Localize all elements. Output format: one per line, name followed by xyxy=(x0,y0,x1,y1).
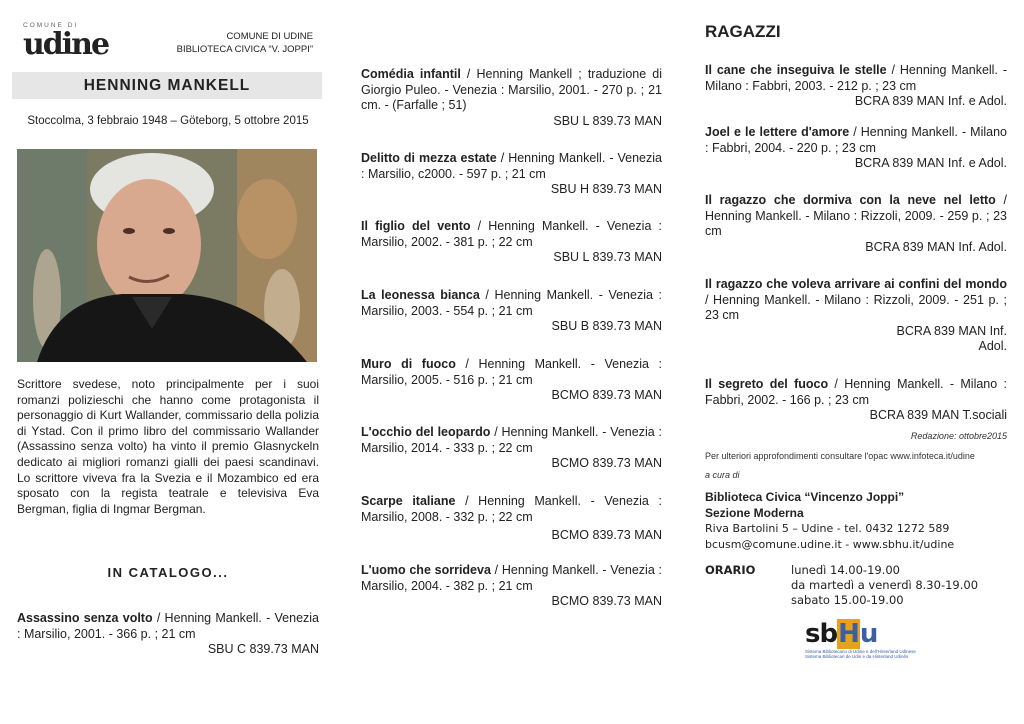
catalog-entry xyxy=(705,63,1007,110)
entry-title: Scarpe italiane xyxy=(361,494,456,508)
catalog-entry xyxy=(361,288,662,335)
a-cura-di: a cura di xyxy=(705,470,740,480)
institution-line2: BIBLIOTECA CIVICA “V. JOPPI” xyxy=(176,44,313,55)
entry-location: BCRA 839 MAN Inf. e Adol. xyxy=(854,94,1007,109)
institution-line1: COMUNE DI UDINE xyxy=(226,31,313,42)
entry-location: BCMO 839.73 MAN xyxy=(551,388,662,403)
entry-description: / Henning Mankell ; traduzione di Giorgio Puleo. - Venezia : Marsilio, 2001. - 270 p. ; 21 cm. - (Farfalle ; 51) xyxy=(361,67,662,113)
hours-line: da martedì a venerdì 8.30-19.00 xyxy=(791,578,979,592)
hours-label: ORARIO xyxy=(705,563,756,577)
author-photo xyxy=(17,149,317,362)
entry-location: BCMO 839.73 MAN xyxy=(551,594,662,609)
catalog-entry xyxy=(361,151,662,198)
library-info xyxy=(705,490,954,552)
entry-location: SBU C 839.73 MAN xyxy=(207,642,319,657)
entry-location: SBU L 839.73 MAN xyxy=(553,113,662,128)
entry-description: / Henning Mankell. - Milano : Fabbri, 2004. - 220 p. ; 23 cm xyxy=(705,125,1007,155)
entry-location: BCRA 839 MAN Inf. e Adol. xyxy=(854,156,1007,171)
logo-top-text: COMUNE DI xyxy=(23,22,79,29)
entry-description: / Henning Mankell. - Venezia : Marsilio, c2000. - 597 p. ; 21 cm xyxy=(361,151,662,181)
sbhu-logo xyxy=(805,619,916,659)
entry-description: / Henning Mankell. - Venezia : Marsilio, 2014. - 333 p. ; 22 cm xyxy=(361,425,662,455)
entry-description: / Henning Mankell. - Venezia : Marsilio, 2001. - 366 p. ; 21 cm xyxy=(17,611,320,641)
column-left xyxy=(17,0,319,724)
entry-title: Il figlio del vento xyxy=(361,219,471,233)
sbhu-subtitle-line2: Sistema Bibliotecari de Udin e da Hinterland Udinês xyxy=(805,654,909,659)
catalog-entry xyxy=(361,67,662,129)
entry-description: / Henning Mankell. - Venezia : Marsilio, 2005. - 516 p. ; 21 cm xyxy=(361,357,663,387)
entry-title: Delitto di mezza estate xyxy=(361,151,497,165)
catalog-entry xyxy=(361,219,662,266)
column-middle xyxy=(361,0,662,724)
entry-location: SBU L 839.73 MAN xyxy=(553,250,662,265)
library-section: Sezione Moderna xyxy=(705,505,804,520)
entry-title: Il ragazzo che voleva arrivare ai confini del mondo xyxy=(705,277,1007,291)
author-name: HENNING MANKELL xyxy=(12,72,322,99)
library-contact: bcusm@comune.udine.it - www.sbhu.it/udine xyxy=(705,537,955,551)
institution-heading xyxy=(177,30,313,56)
entry-description: / Henning Mankell. - Venezia : Marsilio, 2004. - 382 p. ; 21 cm xyxy=(361,563,662,593)
entry-description: / Henning Mankell. - Milano : Fabbri, 2003. - 212 p. ; 23 cm xyxy=(705,63,1008,93)
entry-title: Assassino senza volto xyxy=(17,611,153,625)
entry-title: La leonessa bianca xyxy=(361,288,480,302)
hours-line: lunedì 14.00-19.00 xyxy=(791,563,900,577)
entry-title: Joel e le lettere d'amore xyxy=(705,125,850,139)
library-name: Biblioteca Civica “Vincenzo Joppi” xyxy=(705,490,905,504)
entry-location: BCMO 839.73 MAN xyxy=(551,528,662,543)
redazione-date: Redazione: ottobre2015 xyxy=(910,431,1007,441)
catalog-entry xyxy=(361,357,662,404)
entry-title: Muro di fuoco xyxy=(361,357,456,371)
comune-udine-logo xyxy=(23,22,115,62)
entry-description: / Henning Mankell. - Venezia : Marsilio, 2003. - 554 p. ; 21 cm xyxy=(361,288,662,318)
catalog-heading: IN CATALOGO... xyxy=(107,565,229,580)
library-address: Riva Bartolini 5 – Udine - tel. 0432 1272 589 xyxy=(705,522,950,535)
catalog-entry xyxy=(705,193,1007,255)
sbhu-subtitle-line1: Sistema Bibliotecario di Udine e dell'Hinterland Udinese xyxy=(805,649,916,654)
entry-description: / Henning Mankell. - Milano : Fabbri, 2002. - 166 p. ; 23 cm xyxy=(705,377,1007,407)
catalog-entry xyxy=(705,125,1007,172)
logo-main-text: udine xyxy=(23,27,109,62)
entry-title: Il segreto del fuoco xyxy=(705,377,829,391)
catalog-entry xyxy=(361,425,662,472)
catalog-entry xyxy=(705,377,1007,424)
entry-location: BCMO 839.73 MAN xyxy=(551,456,662,471)
entry-description: / Henning Mankell. - Venezia : Marsilio, 2008. - 332 p. ; 22 cm xyxy=(361,494,662,524)
entry-location: BCRA 839 MAN Inf. Adol. xyxy=(865,239,1007,254)
entry-title: Il ragazzo che dormiva con la neve nel letto xyxy=(705,193,996,207)
column-right xyxy=(705,0,1007,724)
author-dates: Stoccolma, 3 febbraio 1948 – Göteborg, 5 ottobre 2015 xyxy=(27,115,309,127)
entry-description: / Henning Mankell. - Venezia : Marsilio, 2002. - 381 p. ; 22 cm xyxy=(361,219,662,249)
author-biography: Scrittore svedese, noto principalmente per i suoi romanzi polizieschi che hanno come protagonista il personaggio di Kurt Wallander, commissario della polizia di Ystad. Con il primo libro del commissario Wallander (Assassino senza volto) ha vinto il premio Glasnyckeln dedicato ai migliori romanzi gialli dei paesi scandinavi. Lo scrittore viveva fra la Svezia e il Mozambico ed era sposato con la regista teatrale e televisiva Eva Bergman, figlia di Ingmar Bergman. xyxy=(17,377,319,516)
entry-title: Il cane che inseguiva le stelle xyxy=(705,63,887,77)
catalog-entry xyxy=(361,563,662,610)
ragazzi-heading: RAGAZZI xyxy=(705,22,781,41)
catalog-entry xyxy=(705,277,1007,355)
sbhu-subtitle xyxy=(805,649,916,659)
entry-location: BCRA 839 MAN T.sociali xyxy=(869,408,1007,423)
entry-title: Comédia infantil xyxy=(361,67,461,81)
catalog-entry xyxy=(361,494,662,544)
catalog-entry xyxy=(17,611,319,658)
hours-line: sabato 15.00-19.00 xyxy=(791,593,904,607)
entry-location: SBU H 839.73 MAN xyxy=(550,182,662,197)
entry-title: L'occhio del leopardo xyxy=(361,425,491,439)
entry-description: / Henning Mankell. - Milano : Rizzoli, 2009. - 251 p. ; 23 cm xyxy=(705,292,1007,323)
sbhu-logo-text: sbHu xyxy=(805,619,878,649)
entry-location: SBU B 839.73 MAN xyxy=(551,319,662,334)
opac-note: Per ulteriori approfondimenti consultare l'opac www.infoteca.it/udine xyxy=(705,451,975,461)
entry-description: / Henning Mankell. - Milano : Rizzoli, 2009. - 259 p. ; 23 cm xyxy=(705,193,1007,239)
entry-title: L'uomo che sorrideva xyxy=(361,563,491,577)
entry-location: BCRA 839 MAN Inf. Adol. xyxy=(896,323,1007,354)
